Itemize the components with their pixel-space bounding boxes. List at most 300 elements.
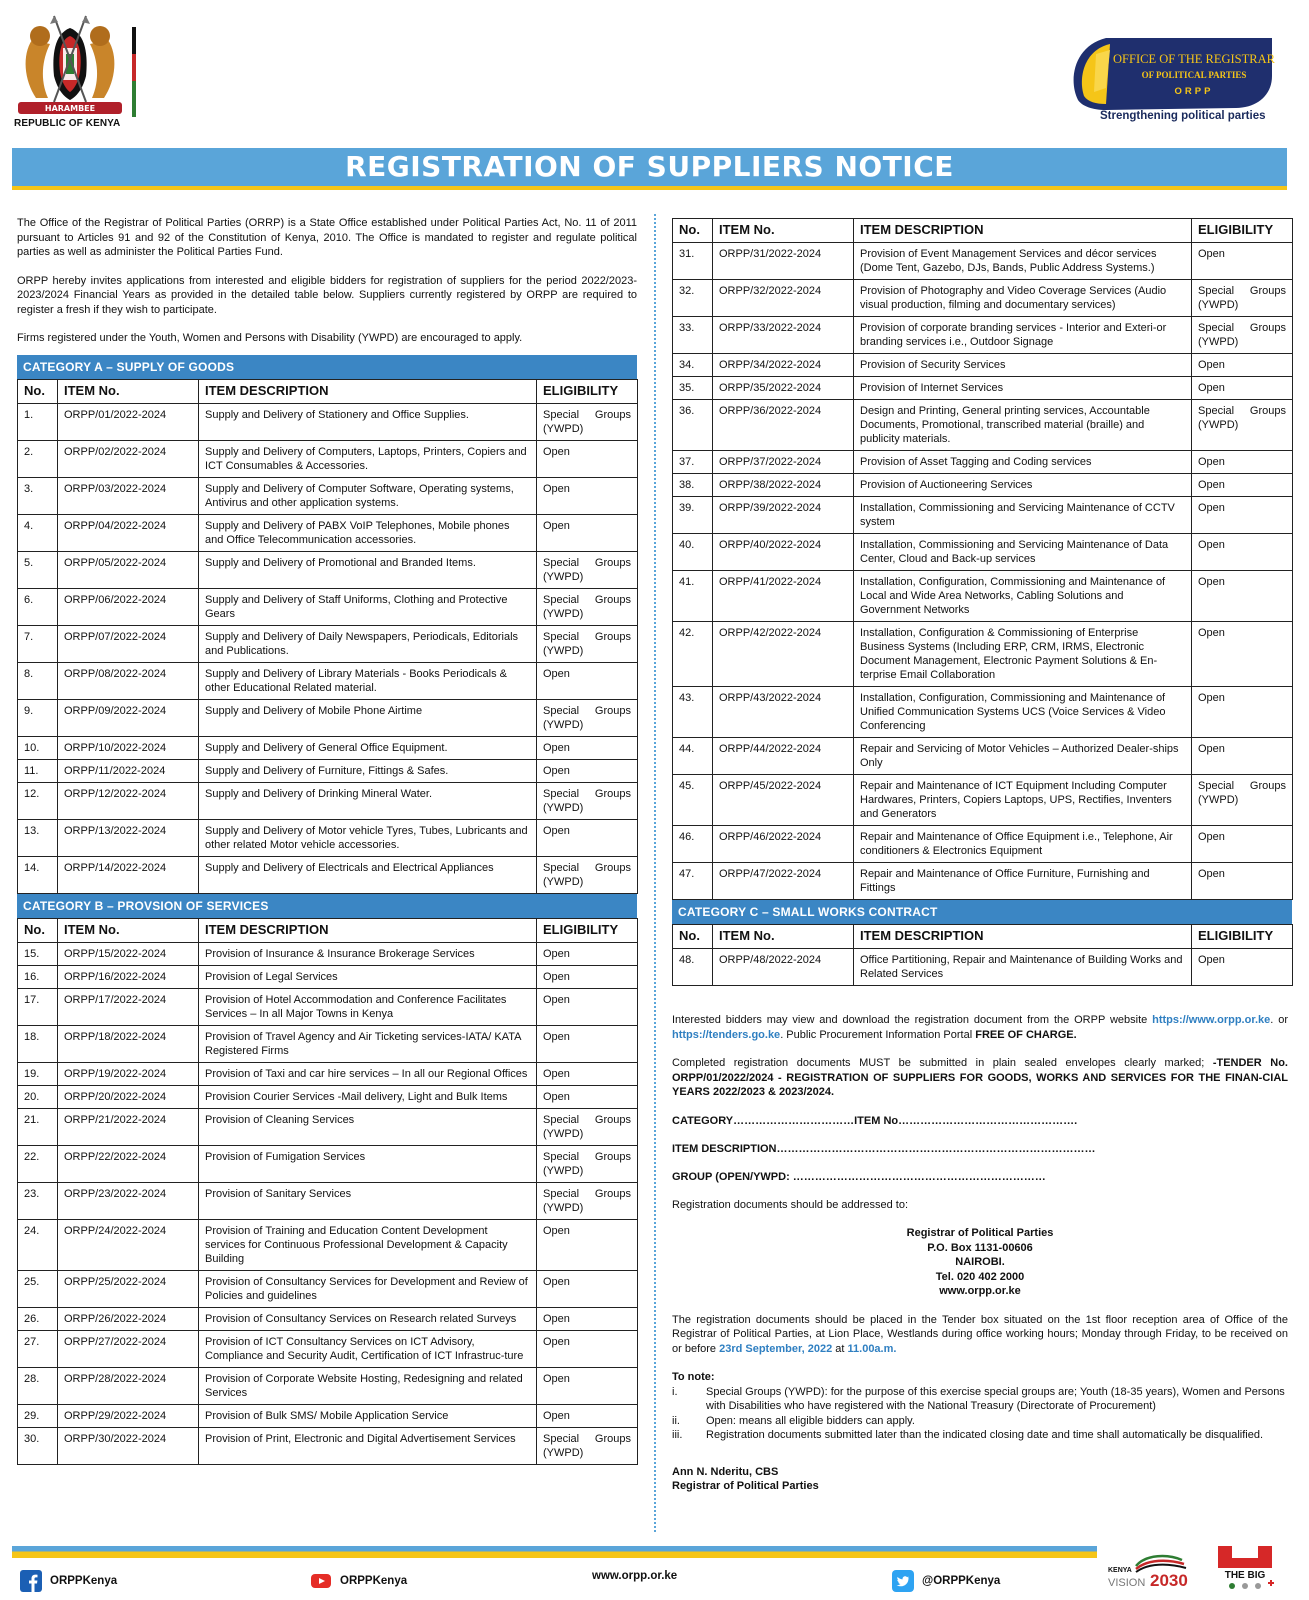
flag-stripe (132, 27, 136, 117)
signatory-title: Registrar of Political Parties (672, 1480, 819, 1492)
item-description: Provision of Legal Services (199, 965, 537, 988)
row-number: 24. (18, 1219, 58, 1270)
description-fill-line: ITEM DESCRIPTION…………………………………………………………………………… (672, 1142, 1096, 1155)
item-description: Supply and Delivery of Mobile Phone Airtime (199, 699, 537, 736)
eligibility: Open (537, 1307, 638, 1330)
row-number: 14. (18, 856, 58, 893)
col-header-description: ITEM DESCRIPTION (199, 918, 537, 942)
row-number: 39. (673, 497, 713, 534)
items-table (17, 379, 638, 894)
row-number: 40. (673, 534, 713, 571)
col-header-description: ITEM DESCRIPTION (854, 925, 1192, 949)
twitter-handle[interactable]: @ORPPKenya (892, 1570, 1000, 1592)
item-number: ORPP/08/2022-2024 (58, 662, 199, 699)
row-number: 48. (673, 949, 713, 986)
eligibility: Open (1192, 738, 1293, 775)
eligibility: Open (1192, 622, 1293, 687)
row-number: 37. (673, 451, 713, 474)
table-row (18, 856, 638, 893)
table-row (18, 782, 638, 819)
item-description: Provision of Sanitary Services (199, 1182, 537, 1219)
item-description: Installation, Configuration, Commissioning and Maintenance of Unified Communication Systems UCS (Voice Services & Video Conferencing (854, 687, 1192, 738)
row-number: 17. (18, 988, 58, 1025)
table-row (18, 588, 638, 625)
item-description: Provision of Internet Services (854, 377, 1192, 400)
eligibility: Open (1192, 687, 1293, 738)
row-number: 35. (673, 377, 713, 400)
left-column (17, 216, 637, 1465)
table-header-row (673, 219, 1293, 243)
item-number: ORPP/17/2022-2024 (58, 988, 199, 1025)
eligibility: Open (537, 1219, 638, 1270)
eligibility: Open (537, 1085, 638, 1108)
item-description: Provision of Consultancy Services on Research related Surveys (199, 1307, 537, 1330)
item-description: Provision of Training and Education Content Development services for Continuous Professional Development & Capacity Building (199, 1219, 537, 1270)
postal-address: Registrar of Political Parties P.O. Box 1131-00606 NAIROBI. Tel. 020 402 2000 www.orpp.or.ke (906, 1227, 1054, 1297)
eligibility: Special Groups (YWPD) (537, 403, 638, 440)
category-heading: CATEGORY C – SMALL WORKS CONTRACT (672, 900, 1292, 924)
item-description: Provision of Fumigation Services (199, 1145, 537, 1182)
table-row (18, 1025, 638, 1062)
col-header-no: No. (673, 219, 713, 243)
youtube-handle[interactable]: ORPPKenya (310, 1570, 407, 1592)
eligibility: Open (1192, 497, 1293, 534)
page-header (0, 0, 1309, 140)
item-number: ORPP/38/2022-2024 (713, 474, 854, 497)
intro-section (17, 216, 637, 346)
row-number: 25. (18, 1270, 58, 1307)
row-number: 29. (18, 1404, 58, 1427)
eligibility: Special Groups (YWPD) (537, 1427, 638, 1464)
eligibility: Open (537, 736, 638, 759)
row-number: 38. (673, 474, 713, 497)
item-number: ORPP/20/2022-2024 (58, 1085, 199, 1108)
item-number: ORPP/45/2022-2024 (713, 775, 854, 826)
table-row (673, 738, 1293, 775)
col-header-eligibility: ELIGIBILITY (537, 918, 638, 942)
eligibility: Special Groups (YWPD) (537, 1182, 638, 1219)
note-item: i. Special Groups (YWPD): for the purpose of this exercise special groups are; Youth (18-35 years), Women and Persons with Disabilities who have registered with the National Treasury (Directorate of Procurement) (672, 1385, 1285, 1412)
row-number: 9. (18, 699, 58, 736)
table-row (18, 514, 638, 551)
item-number: ORPP/24/2022-2024 (58, 1219, 199, 1270)
row-number: 22. (18, 1145, 58, 1182)
row-number: 27. (18, 1330, 58, 1367)
note-item: ii. Open: means all eligible bidders can apply. (672, 1414, 915, 1427)
item-description: Supply and Delivery of Promotional and Branded Items. (199, 551, 537, 588)
eligibility: Open (1192, 534, 1293, 571)
item-description: Supply and Delivery of Daily Newspapers, Periodicals, Editorials and Publications. (199, 625, 537, 662)
eligibility: Open (537, 988, 638, 1025)
table-row (18, 662, 638, 699)
item-number: ORPP/07/2022-2024 (58, 625, 199, 662)
facebook-icon (20, 1570, 42, 1592)
deadline-time: 11.00a.m. (847, 1342, 897, 1355)
item-description: Provision of Insurance & Insurance Brokerage Services (199, 942, 537, 965)
coat-motto: HARAMBEE (44, 104, 96, 113)
row-number: 3. (18, 477, 58, 514)
item-description: Supply and Delivery of Stationery and Office Supplies. (199, 403, 537, 440)
eligibility: Special Groups (YWPD) (1192, 775, 1293, 826)
table-row (18, 759, 638, 782)
col-header-eligibility: ELIGIBILITY (537, 379, 638, 403)
table-row (18, 403, 638, 440)
orpp-line2: OF POLITICAL PARTIES (1141, 70, 1247, 80)
table-row (673, 243, 1293, 280)
table-header-row (673, 925, 1293, 949)
item-description: Provision of corporate branding services - Interior and Exteri-or branding services i.e., Outdoor Signage (854, 317, 1192, 354)
row-number: 5. (18, 551, 58, 588)
download-paragraph: Interested bidders may view and download the registration document from the ORPP website https://www.orpp.or.ke. or https://tenders.go.ke. Public Procurement Information Portal FREE OF CHARGE. (672, 1014, 1288, 1041)
eligibility: Open (537, 1270, 638, 1307)
title-banner (12, 148, 1287, 190)
table-row (18, 1404, 638, 1427)
twitter-icon (892, 1570, 914, 1592)
item-description: Provision Courier Services -Mail delivery, Light and Bulk Items (199, 1085, 537, 1108)
row-number: 23. (18, 1182, 58, 1219)
table-row (673, 354, 1293, 377)
page-title: REGISTRATION OF SUPPLIERS NOTICE (345, 150, 954, 183)
table-row (673, 451, 1293, 474)
item-description: Provision of Event Management Services and décor services (Dome Tent, Gazebo, DJs, Bands, Public Address Systems.) (854, 243, 1192, 280)
table-row (18, 1062, 638, 1085)
eligibility: Open (1192, 863, 1293, 900)
row-number: 20. (18, 1085, 58, 1108)
row-number: 28. (18, 1367, 58, 1404)
row-number: 42. (673, 622, 713, 687)
item-description: Repair and Servicing of Motor Vehicles – Authorized Dealer-ships Only (854, 738, 1192, 775)
row-number: 34. (673, 354, 713, 377)
submission-paragraph: Completed registration documents MUST be submitted in plain sealed envelopes clearly marked; -TENDER No. ORPP/01/2022/2024 - REGISTRATION OF SUPPLIERS FOR GOODS, WORKS AND SERVICES FOR THE FINAN-CIAL YEARS 2022/2023 & 2023/2024. (672, 1057, 1288, 1098)
signatory-name: Ann N. Nderitu, CBS (672, 1465, 779, 1478)
category-c-table (672, 900, 1292, 986)
svg-text:2030: 2030 (1150, 1571, 1188, 1590)
table-row (18, 1219, 638, 1270)
item-description: Provision of ICT Consultancy Services on ICT Advisory, Compliance and Security Audit, Certification of ICT Infrastruc-ture (199, 1330, 537, 1367)
item-description: Repair and Maintenance of ICT Equipment Including Computer Hardwares, Printers, Copiers Laptops, UPS, Rectifies, Inventers and Generators (854, 775, 1192, 826)
table-row (18, 736, 638, 759)
row-number: 6. (18, 588, 58, 625)
item-description: Supply and Delivery of Computer Software, Operating systems, Antivirus and other application systems. (199, 477, 537, 514)
item-number: ORPP/06/2022-2024 (58, 588, 199, 625)
eligibility: Special Groups (YWPD) (537, 1145, 638, 1182)
items-table (17, 918, 638, 1465)
col-header-item-no: ITEM No. (713, 219, 854, 243)
row-number: 18. (18, 1025, 58, 1062)
category-a-table (17, 355, 637, 894)
svg-text:THE BIG: THE BIG (1224, 1570, 1266, 1581)
table-row (18, 942, 638, 965)
item-description: Provision of Asset Tagging and Coding services (854, 451, 1192, 474)
eligibility: Special Groups (YWPD) (537, 856, 638, 893)
row-number: 16. (18, 965, 58, 988)
item-description: Provision of Bulk SMS/ Mobile Application Service (199, 1404, 537, 1427)
row-number: 45. (673, 775, 713, 826)
item-number: ORPP/11/2022-2024 (58, 759, 199, 782)
item-description: Supply and Delivery of Drinking Mineral Water. (199, 782, 537, 819)
col-header-no: No. (18, 379, 58, 403)
item-description: Provision of Travel Agency and Air Ticketing services-IATA/ KATA Registered Firms (199, 1025, 537, 1062)
row-number: 15. (18, 942, 58, 965)
col-header-item-no: ITEM No. (58, 918, 199, 942)
table-row (673, 497, 1293, 534)
item-description: Supply and Delivery of Library Materials - Books Periodicals & other Educational Related material. (199, 662, 537, 699)
eligibility: Special Groups (YWPD) (537, 782, 638, 819)
row-number: 12. (18, 782, 58, 819)
youtube-icon (310, 1570, 332, 1592)
category-heading: CATEGORY A – SUPPLY OF GOODS (17, 355, 637, 379)
item-description: Provision of Auctioneering Services (854, 474, 1192, 497)
table-row (18, 699, 638, 736)
table-row (673, 400, 1293, 451)
eligibility: Special Groups (YWPD) (537, 1108, 638, 1145)
item-description: Provision of Hotel Accommodation and Conference Facilitates Services – In all Major Towns in Kenya (199, 988, 537, 1025)
item-number: ORPP/42/2022-2024 (713, 622, 854, 687)
table-row (673, 317, 1293, 354)
eligibility: Open (1192, 571, 1293, 622)
row-number: 36. (673, 400, 713, 451)
item-number: ORPP/36/2022-2024 (713, 400, 854, 451)
col-header-no: No. (673, 925, 713, 949)
item-description: Supply and Delivery of Furniture, Fittings & Safes. (199, 759, 537, 782)
orpp-website-link[interactable]: https://www.orpp.or.ke (1152, 1014, 1271, 1026)
item-number: ORPP/34/2022-2024 (713, 354, 854, 377)
item-number: ORPP/26/2022-2024 (58, 1307, 199, 1330)
deadline-date: 23rd September, 2022 (719, 1342, 833, 1355)
row-number: 13. (18, 819, 58, 856)
item-number: ORPP/14/2022-2024 (58, 856, 199, 893)
item-number: ORPP/12/2022-2024 (58, 782, 199, 819)
eligibility: Open (1192, 243, 1293, 280)
row-number: 32. (673, 280, 713, 317)
col-header-eligibility: ELIGIBILITY (1192, 925, 1293, 949)
orpp-abbr: ORPP (1174, 86, 1214, 97)
table-row (673, 863, 1293, 900)
footer-stripe (12, 1546, 1097, 1558)
item-number: ORPP/39/2022-2024 (713, 497, 854, 534)
item-number: ORPP/31/2022-2024 (713, 243, 854, 280)
item-number: ORPP/15/2022-2024 (58, 942, 199, 965)
eligibility: Special Groups (YWPD) (1192, 280, 1293, 317)
eligibility: Open (537, 965, 638, 988)
group-fill-line: GROUP (OPEN/YWPD: …………………………………………………………… (672, 1170, 1046, 1183)
item-description: Office Partitioning, Repair and Maintenance of Building Works and Related Services (854, 949, 1192, 986)
table-row (18, 625, 638, 662)
item-description: Provision of Print, Electronic and Digital Advertisement Services (199, 1427, 537, 1464)
table-row (673, 775, 1293, 826)
row-number: 19. (18, 1062, 58, 1085)
item-number: ORPP/22/2022-2024 (58, 1145, 199, 1182)
row-number: 2. (18, 440, 58, 477)
eligibility: Open (1192, 451, 1293, 474)
col-header-eligibility: ELIGIBILITY (1192, 219, 1293, 243)
eligibility: Open (537, 942, 638, 965)
item-description: Installation, Configuration & Commissioning of Enterprise Business Systems (Including ERP, CRM, IRMS, Electronic Document Management, Electronic Payment Solutions & En-terprise Email Collaboration (854, 622, 1192, 687)
item-description: Installation, Commissioning and Servicing Maintenance of CCTV system (854, 497, 1192, 534)
item-number: ORPP/01/2022-2024 (58, 403, 199, 440)
item-number: ORPP/19/2022-2024 (58, 1062, 199, 1085)
item-description: Provision of Taxi and car hire services – In all our Regional Offices (199, 1062, 537, 1085)
col-header-no: No. (18, 918, 58, 942)
item-description: Provision of Cleaning Services (199, 1108, 537, 1145)
eligibility: Open (1192, 354, 1293, 377)
eligibility: Open (1192, 377, 1293, 400)
row-number: 44. (673, 738, 713, 775)
tenders-portal-link[interactable]: https://tenders.go.ke (672, 1028, 781, 1041)
row-number: 47. (673, 863, 713, 900)
eligibility: Special Groups (YWPD) (537, 588, 638, 625)
row-number: 21. (18, 1108, 58, 1145)
eligibility: Open (1192, 474, 1293, 497)
row-number: 46. (673, 826, 713, 863)
item-description: Supply and Delivery of General Office Equipment. (199, 736, 537, 759)
row-number: 10. (18, 736, 58, 759)
table-row (18, 965, 638, 988)
item-number: ORPP/47/2022-2024 (713, 863, 854, 900)
table-row (18, 1270, 638, 1307)
item-number: ORPP/46/2022-2024 (713, 826, 854, 863)
row-number: 41. (673, 571, 713, 622)
table-row (673, 377, 1293, 400)
eligibility: Special Groups (YWPD) (537, 551, 638, 588)
row-number: 11. (18, 759, 58, 782)
deadline-paragraph: The registration documents should be placed in the Tender box situated on the 1st floor reception area of Office of the Registrar of Political Parties, at Lion Place, Westlands during office working hours; Monday through Friday, to be received on or before 23rd September, 2022 at 11.00a.m. (672, 1313, 1288, 1355)
col-header-description: ITEM DESCRIPTION (199, 379, 537, 403)
item-number: ORPP/30/2022-2024 (58, 1427, 199, 1464)
item-number: ORPP/05/2022-2024 (58, 551, 199, 588)
eligibility: Open (537, 662, 638, 699)
item-description: Supply and Delivery of Staff Uniforms, Clothing and Protective Gears (199, 588, 537, 625)
item-description: Provision of Consultancy Services for Development and Review of Policies and guidelines (199, 1270, 537, 1307)
table-row (18, 1427, 638, 1464)
table-row (673, 622, 1293, 687)
item-description: Installation, Commissioning and Servicing Maintenance of Data Center, Cloud and Back-up services (854, 534, 1192, 571)
item-number: ORPP/35/2022-2024 (713, 377, 854, 400)
item-number: ORPP/32/2022-2024 (713, 280, 854, 317)
table-row (18, 1307, 638, 1330)
row-number: 7. (18, 625, 58, 662)
row-number: 4. (18, 514, 58, 551)
orpp-line1: OFFICE OF THE REGISTRAR (1113, 52, 1275, 66)
orpp-logo-icon (1066, 30, 1282, 114)
item-number: ORPP/09/2022-2024 (58, 699, 199, 736)
item-number: ORPP/13/2022-2024 (58, 819, 199, 856)
table-row (18, 1108, 638, 1145)
item-description: Installation, Configuration, Commissioning and Maintenance of Local and Wide Area Networks, Cabling Solutions and Government Networks (854, 571, 1192, 622)
to-note-section (672, 1370, 1288, 1443)
item-description: Supply and Delivery of Electricals and Electrical Appliances (199, 856, 537, 893)
category-heading: CATEGORY B – PROVSION OF SERVICES (17, 894, 637, 918)
item-number: ORPP/27/2022-2024 (58, 1330, 199, 1367)
item-number: ORPP/43/2022-2024 (713, 687, 854, 738)
item-number: ORPP/21/2022-2024 (58, 1108, 199, 1145)
item-description: Supply and Delivery of PABX VoIP Telephones, Mobile phones and Office Telecommunication accessories. (199, 514, 537, 551)
eligibility: Open (537, 477, 638, 514)
orpp-tagline: Strengthening political parties (1100, 110, 1266, 122)
item-description: Repair and Maintenance of Office Furniture, Furnishing and Fittings (854, 863, 1192, 900)
col-header-item-no: ITEM No. (58, 379, 199, 403)
intro-paragraph: The Office of the Registrar of Political Parties (ORRP) is a State Office established under Political Parties Act, No. 11 of 2011 pursuant to Articles 91 and 92 of the Constitution of Kenya, 2010. The Office is mandated to register and regulate political parties as well as administer the Political Parties Fund. (17, 217, 637, 258)
svg-text:KENYA: KENYA (1108, 1567, 1132, 1574)
item-number: ORPP/33/2022-2024 (713, 317, 854, 354)
category-fill-line: CATEGORY……………………………ITEM No…………………………………………. (672, 1114, 1078, 1127)
right-column (672, 218, 1292, 1494)
item-number: ORPP/37/2022-2024 (713, 451, 854, 474)
intro-paragraph: Firms registered under the Youth, Women and Persons with Disability (YWPD) are encouraged to apply. (17, 332, 523, 344)
big-four-logo-icon (1210, 1542, 1280, 1592)
item-number: ORPP/40/2022-2024 (713, 534, 854, 571)
item-description: Supply and Delivery of Computers, Laptops, Printers, Copiers and ICT Consumables & Accessories. (199, 440, 537, 477)
table-row (18, 477, 638, 514)
item-number: ORPP/16/2022-2024 (58, 965, 199, 988)
vision-2030-logo-icon (1106, 1548, 1194, 1592)
table-row (18, 1182, 638, 1219)
table-row (18, 819, 638, 856)
item-number: ORPP/02/2022-2024 (58, 440, 199, 477)
eligibility: Special Groups (YWPD) (537, 699, 638, 736)
eligibility: Special Groups (YWPD) (1192, 317, 1293, 354)
items-table (672, 218, 1293, 900)
table-row (18, 1145, 638, 1182)
items-table (672, 924, 1293, 986)
table-row (18, 551, 638, 588)
eligibility: Open (537, 440, 638, 477)
table-row (18, 1367, 638, 1404)
row-number: 26. (18, 1307, 58, 1330)
table-row (673, 280, 1293, 317)
signature-block (672, 1465, 1288, 1494)
row-number: 8. (18, 662, 58, 699)
table-row (673, 949, 1293, 986)
to-note-heading: To note: (672, 1371, 715, 1383)
coat-of-arms-icon (14, 10, 126, 118)
item-description: Supply and Delivery of Motor vehicle Tyres, Tubes, Lubricants and other related Motor vehicle accessories. (199, 819, 537, 856)
table-row (18, 440, 638, 477)
eligibility: Open (1192, 949, 1293, 986)
row-number: 43. (673, 687, 713, 738)
category-b-continued-table (672, 218, 1292, 900)
eligibility: Special Groups (YWPD) (1192, 400, 1293, 451)
category-b-table (17, 894, 637, 1465)
row-number: 33. (673, 317, 713, 354)
item-number: ORPP/04/2022-2024 (58, 514, 199, 551)
republic-caption: REPUBLIC OF KENYA (14, 118, 121, 129)
table-row (673, 474, 1293, 497)
item-description: Provision of Corporate Website Hosting, Redesigning and related Services (199, 1367, 537, 1404)
item-description: Provision of Security Services (854, 354, 1192, 377)
table-header-row (18, 918, 638, 942)
item-number: ORPP/25/2022-2024 (58, 1270, 199, 1307)
item-number: ORPP/18/2022-2024 (58, 1025, 199, 1062)
facebook-handle[interactable]: ORPPKenya (20, 1570, 117, 1592)
item-number: ORPP/48/2022-2024 (713, 949, 854, 986)
table-row (673, 687, 1293, 738)
eligibility: Open (537, 759, 638, 782)
table-row (18, 1330, 638, 1367)
eligibility: Special Groups (YWPD) (537, 625, 638, 662)
item-description: Repair and Maintenance of Office Equipment i.e., Telephone, Air conditioners & Electronics Equipment (854, 826, 1192, 863)
submission-notes (672, 1013, 1288, 1494)
note-item: iii. Registration documents submitted later than the indicated closing date and time shall automatically be disqualified. (672, 1429, 1264, 1441)
eligibility: Open (537, 1025, 638, 1062)
col-header-description: ITEM DESCRIPTION (854, 219, 1192, 243)
table-row (18, 1085, 638, 1108)
website-link[interactable]: www.orpp.or.ke (592, 1570, 678, 1582)
eligibility: Open (537, 819, 638, 856)
item-number: ORPP/03/2022-2024 (58, 477, 199, 514)
item-number: ORPP/28/2022-2024 (58, 1367, 199, 1404)
item-description: Design and Printing, General printing services, Accountable Documents, Promotional, transcribed material (braille) and publicity materials. (854, 400, 1192, 451)
